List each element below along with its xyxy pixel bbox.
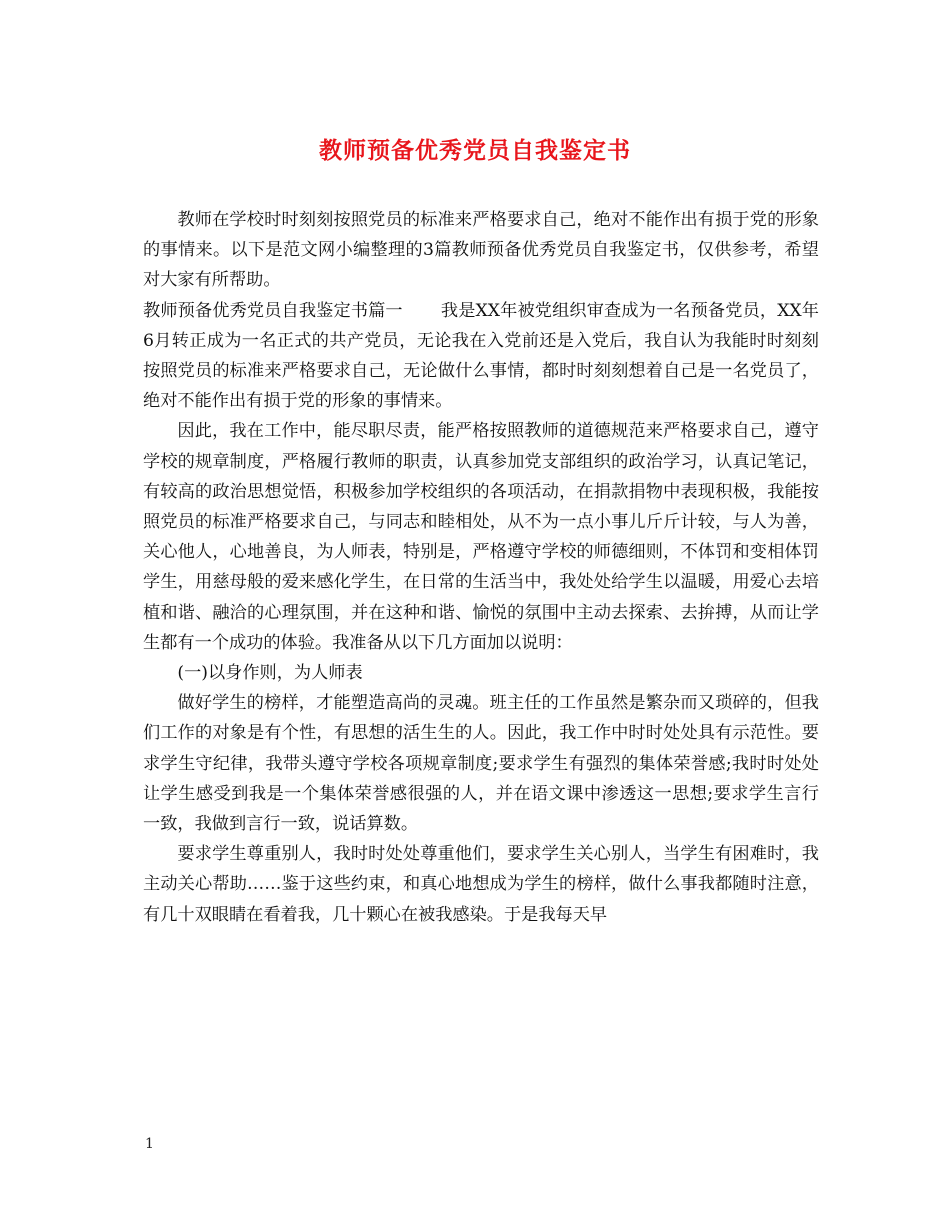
section-first-paragraph: 我是XX年被党组织审查成为一名预备党员，XX年6月转正成为一名正式的共产党员，无论我在入党前还是入党后，我自认为我能时时刻刻按照党员的标准来严格要求自己，无论做什么事情，都时时刻刻想着自己是一名党员了，绝对不能作出有损于党的形象的事情来。 <box>143 300 819 412</box>
section-heading: 教师预备优秀党员自我鉴定书篇一 <box>143 300 403 321</box>
body-paragraph-4: 要求学生尊重别人，我时时处处尊重他们，要求学生关心别人，当学生有困难时，我主动关心帮助……鉴于这些约束，和真心地想成为学生的榜样，做什么事我都随时注意，有几十双眼睛在看着我，几十颗心在被我感染。于是我每天早 <box>143 844 819 925</box>
page-number: 1 <box>145 1136 154 1152</box>
document-body <box>143 205 819 930</box>
section-paragraph <box>143 296 819 417</box>
body-paragraph-2: 因此，我在工作中，能尽职尽责，能严格按照教师的道德规范来严格要求自己，遵守学校的规章制度，严格履行教师的职责，认真参加党支部组织的政治学习，认真记笔记，有较高的政治思想觉悟，积极参加学校组织的各项活动，在捐款捐物中表现积极，我能按照党员的标准严格要求自己，与同志和睦相处，从不为一点小事儿斤斤计较，与人为善，关心他人，心地善良，为人师表，特别是，严格遵守学校的师德细则，不体罚和变相体罚学生，用慈母般的爱来感化学生，在日常的生活当中，我处处给学生以温暖，用爱心去培植和谐、融洽的心理氛围，并在这种和谐、愉悦的氛围中主动去探索、去拚搏，从而让学生都有一个成功的体验。我准备从以下几方面加以说明： <box>143 421 819 653</box>
document-title: 教师预备优秀党员自我鉴定书 <box>319 137 631 164</box>
subheading: (一)以身作则，为人师表 <box>177 663 363 684</box>
intro-paragraph: 教师在学校时时刻刻按照党员的标准来严格要求自己，绝对不能作出有损于党的形象的事情来。以下是范文网小编整理的3篇教师预备优秀党员自我鉴定书，仅供参考，希望对大家有所帮助。 <box>143 210 819 291</box>
body-paragraph-3: 做好学生的榜样，才能塑造高尚的灵魂。班主任的工作虽然是繁杂而又琐碎的，但我们工作的对象是有个性，有思想的活生生的人。因此，我工作中时时处处具有示范性。要求学生守纪律，我带头遵守学校各项规章制度;要求学生有强烈的集体荣誉感;我时时处处让学生感受到我是一个集体荣誉感很强的人，并在语文课中渗透这一思想;要求学生言行一致，我做到言行一致，说话算数。 <box>143 693 819 835</box>
